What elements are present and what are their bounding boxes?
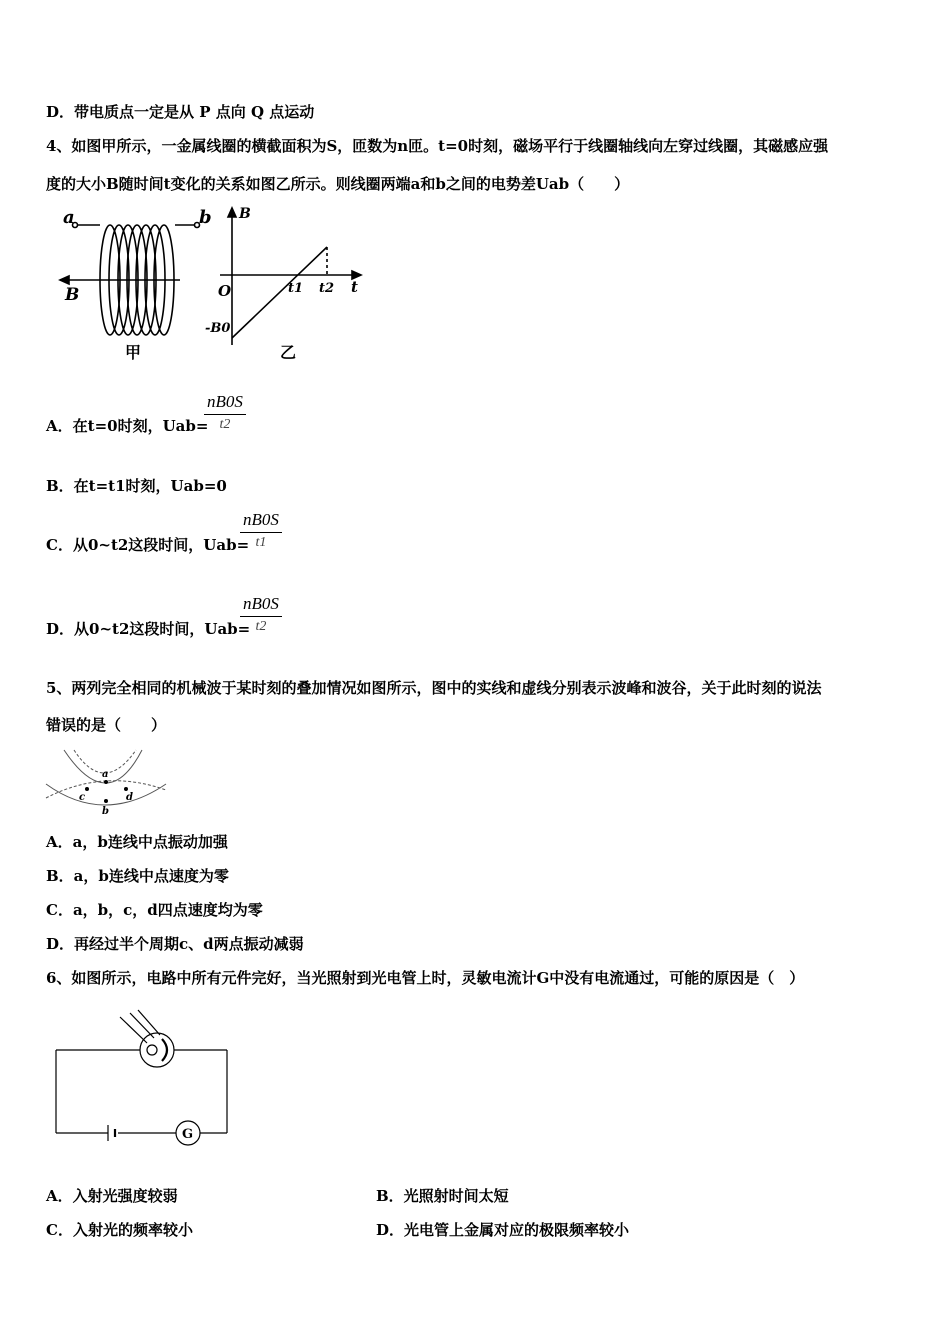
q5-option-b: B．a，b连线中点速度为零	[46, 867, 229, 885]
q5-option-a: A．a，b连线中点振动加强	[46, 833, 228, 851]
graph-t1: t1	[288, 281, 304, 296]
q4-option-d-fraction	[240, 594, 282, 635]
q6-option-a: A．入射光强度较弱	[46, 1187, 178, 1205]
wave-label-b: b	[102, 806, 109, 817]
wave-label-c: c	[79, 792, 86, 803]
coil-caption: 甲	[125, 343, 142, 362]
graph-axis-B: B	[239, 206, 251, 222]
q5-stem-line1: 5、两列完全相同的机械波于某时刻的叠加情况如图所示，图中的实线和虚线分别表示波峰和波谷，关于此时刻的说法	[46, 679, 822, 697]
fraction-numerator: nB0S	[243, 510, 279, 529]
graph-caption: 乙	[280, 343, 297, 362]
q3-option-d: D．带电质点一定是从 P 点向 Q 点运动	[46, 103, 315, 121]
wave-label-d: d	[126, 792, 133, 803]
photocell-circuit-figure	[50, 1005, 240, 1150]
graph-t2: t2	[319, 281, 335, 296]
q4-stem-line2: 度的大小B随时间t变化的关系如图乙所示。则线圈两端a和b之间的电势差Uab（ ）	[46, 175, 630, 193]
q4-figure	[55, 200, 375, 370]
wave-superposition-figure	[44, 748, 169, 818]
fraction-numerator: nB0S	[243, 594, 279, 613]
q5-stem-line2: 错误的是（ ）	[46, 716, 167, 734]
q6-option-d: D．光电管上金属对应的极限频率较小	[376, 1221, 630, 1239]
q5-option-d: D．再经过半个周期c、d两点振动减弱	[46, 935, 304, 953]
graph-axis-t: t	[351, 278, 358, 296]
galvanometer-label: G	[182, 1127, 194, 1142]
fraction-denominator: t1	[255, 535, 267, 550]
wave-label-a: a	[102, 769, 109, 780]
fraction-numerator: nB0S	[207, 392, 243, 411]
q4-option-d: D．从0~t2这段时间，Uab=	[46, 620, 251, 638]
q4-option-c: C．从0~t2这段时间，Uab=	[46, 536, 250, 554]
b-t-graph	[220, 208, 361, 345]
coil-label-a: a	[63, 207, 75, 228]
q4-option-a-fraction	[204, 392, 246, 433]
q4-option-c-fraction	[240, 510, 282, 551]
q6-option-c: C．入射光的频率较小	[46, 1221, 193, 1239]
q6-option-b: B．光照射时间太短	[376, 1187, 509, 1205]
fraction-denominator: t2	[255, 619, 267, 634]
fraction-denominator: t2	[219, 417, 231, 432]
coil-label-B: B	[65, 285, 80, 305]
graph-minus-B0: -B0	[205, 321, 231, 336]
graph-origin: O	[218, 282, 232, 300]
coil-diagram	[60, 223, 200, 336]
q5-option-c: C．a，b，c，d四点速度均为零	[46, 901, 263, 919]
q4-option-b: B．在t=t1时刻，Uab=0	[46, 477, 227, 495]
coil-label-b: b	[199, 207, 212, 228]
q4-stem-line1: 4、如图甲所示，一金属线圈的横截面积为S，匝数为n匝。t=0时刻，磁场平行于线圈轴线向左穿过线圈，其磁感应强	[46, 137, 829, 155]
q4-option-a: A．在t=0时刻，Uab=	[46, 417, 209, 435]
q6-stem: 6、如图所示，电路中所有元件完好，当光照射到光电管上时，灵敏电流计G中没有电流通过，可能的原因是（ ）	[46, 969, 805, 987]
